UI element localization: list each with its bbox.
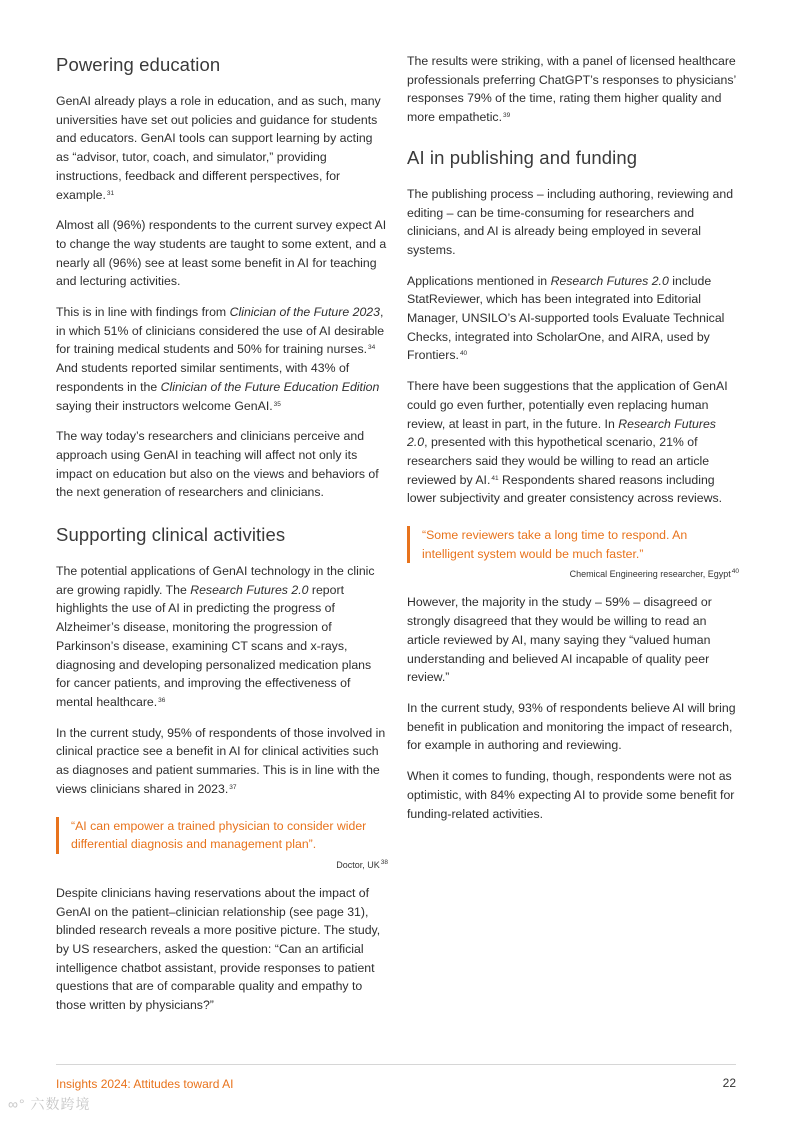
education-paragraph-4: The way today’s researchers and clinicians perceive and approach using GenAI in teaching will affect not only its impact on education but also on the views and behaviors of the next generation of researchers and clinicians.: [56, 429, 379, 500]
footer-title: Insights 2024: Attitudes toward AI: [56, 1077, 234, 1091]
quote-source: Chemical Engineering researcher, Egypt$^{40}$: [569, 568, 739, 580]
pull-quote-doctor: [56, 817, 388, 854]
publishing-paragraph-2: Applications mentioned in Research Futures 2.0 include StatReviewer, which has been integrated into Editorial Manager, UNSILO’s AI-supported tools Evaluate Technical Checks, integrated into ScholarOne, and AIRA, used by Frontiers.$^{40}$: [407, 273, 725, 363]
heading-supporting-clinical: Supporting clinical activities: [56, 524, 286, 546]
right-column: [407, 52, 739, 835]
publishing-paragraph-1: The publishing process – including authoring, reviewing and editing – can be time-consuming for researchers and clinicians, and AI is already being employed in several systems.: [407, 186, 734, 257]
publishing-paragraph-5: In the current study, 93% of respondents believe AI will bring benefit in publication and monitoring the impact of research, for example in authoring and reviewing.: [407, 700, 736, 753]
quote-text: “Some reviewers take a long time to respond. An intelligent system would be much faster.”: [422, 528, 688, 561]
footer-divider: [56, 1064, 736, 1065]
left-column: [56, 52, 388, 1027]
quote-text: “AI can empower a trained physician to consider wider differential diagnosis and management plan”.: [71, 818, 367, 852]
heading-publishing-funding: AI in publishing and funding: [407, 146, 638, 168]
publishing-paragraph-4: However, the majority in the study – 59% – disagreed or strongly disagreed that they would be willing to read an article reviewed by AI, many saying they “valued human understanding and believed AI incapable of quality peer review.”: [407, 595, 712, 685]
education-paragraph-2: Almost all (96%) respondents to the current survey expect AI to change the way students are taught to some extent, and a nearly all (96%) see at least some benefit in AI for teaching and lecturing activities.: [56, 218, 387, 289]
publishing-paragraph-6: When it comes to funding, though, respondents were not as optimistic, with 84% expecting AI to provide some benefit for funding-related activities.: [407, 769, 735, 821]
clinical-paragraph-1: The potential applications of GenAI technology in the clinic are growing rapidly. The Research Futures 2.0 report highlights the use of AI in predicting the progress of Alzheimer’s disease, monitoring the progression of Parkinson’s disease, examining CT scans and x-rays, diagnosing and developing personalized medication plans for cancer patients, and improving the effectiveness of mental healthcare.$^{36}$: [56, 564, 375, 709]
publishing-paragraph-3: There have been suggestions that the application of GenAI could go even further, potentially even replacing human review, at least in part, in the future. In Research Futures 2.0, presented with this hypothetical scenario, 21% of researchers said they would be willing to read an article reviewed by AI.$^{41}$ Respondents shared reasons including lower subjectivity and greater consistency across reviews.: [407, 379, 728, 506]
education-paragraph-3: This is in line with findings from Clinician of the Future 2023, in which 51% of clinicians considered the use of AI desirable for training medical students and 50% for training nurses.$^{34}$ And students reported similar sentiments, with 43% of respondents in the Clinician of the Future Education Edition saying their instructors welcome GenAI.$^{35}$: [56, 305, 385, 413]
clinical-paragraph-3: Despite clinicians having reservations about the impact of GenAI on the patient–clinician relationship (see page 31), blinded research reveals a more positive picture. The study, by US researchers, asked the question: “Can an artificial intelligence chatbot assistant, provide responses to patient questions that are of comparable quality and empathy to those written by physicians?”: [56, 885, 381, 1013]
watermark-logo-icon: ∞°: [8, 1096, 26, 1112]
education-paragraph-1: GenAI already plays a role in education, and as such, many universities have set out policies and guidance for students and educators. GenAI tools can support learning by acting as “advisor, tutor, coach, and simulator,” providing instructions, feedback and different perspectives, for example.$^{31}$: [56, 94, 381, 202]
page-number: 22: [722, 1076, 736, 1090]
watermark: [8, 1094, 90, 1114]
heading-powering-education: Powering education: [56, 54, 221, 75]
clinical-paragraph-2: In the current study, 95% of respondents of those involved in clinical practice see a benefit in AI for clinical activities such as diagnoses and patient summaries. This is in line with the views clinicians shared in 2023.37: [56, 725, 386, 796]
quote-source: Doctor, UK$^{38}$: [336, 858, 388, 870]
watermark-text: 六数跨境: [30, 1096, 91, 1112]
pull-quote-researcher: [407, 526, 739, 563]
results-paragraph: The results were striking, with a panel of licensed healthcare professionals preferring ChatGPT’s responses to physicians’ responses 79% of the time, rating them higher quality and more empathetic.$^{39}$: [407, 54, 736, 125]
